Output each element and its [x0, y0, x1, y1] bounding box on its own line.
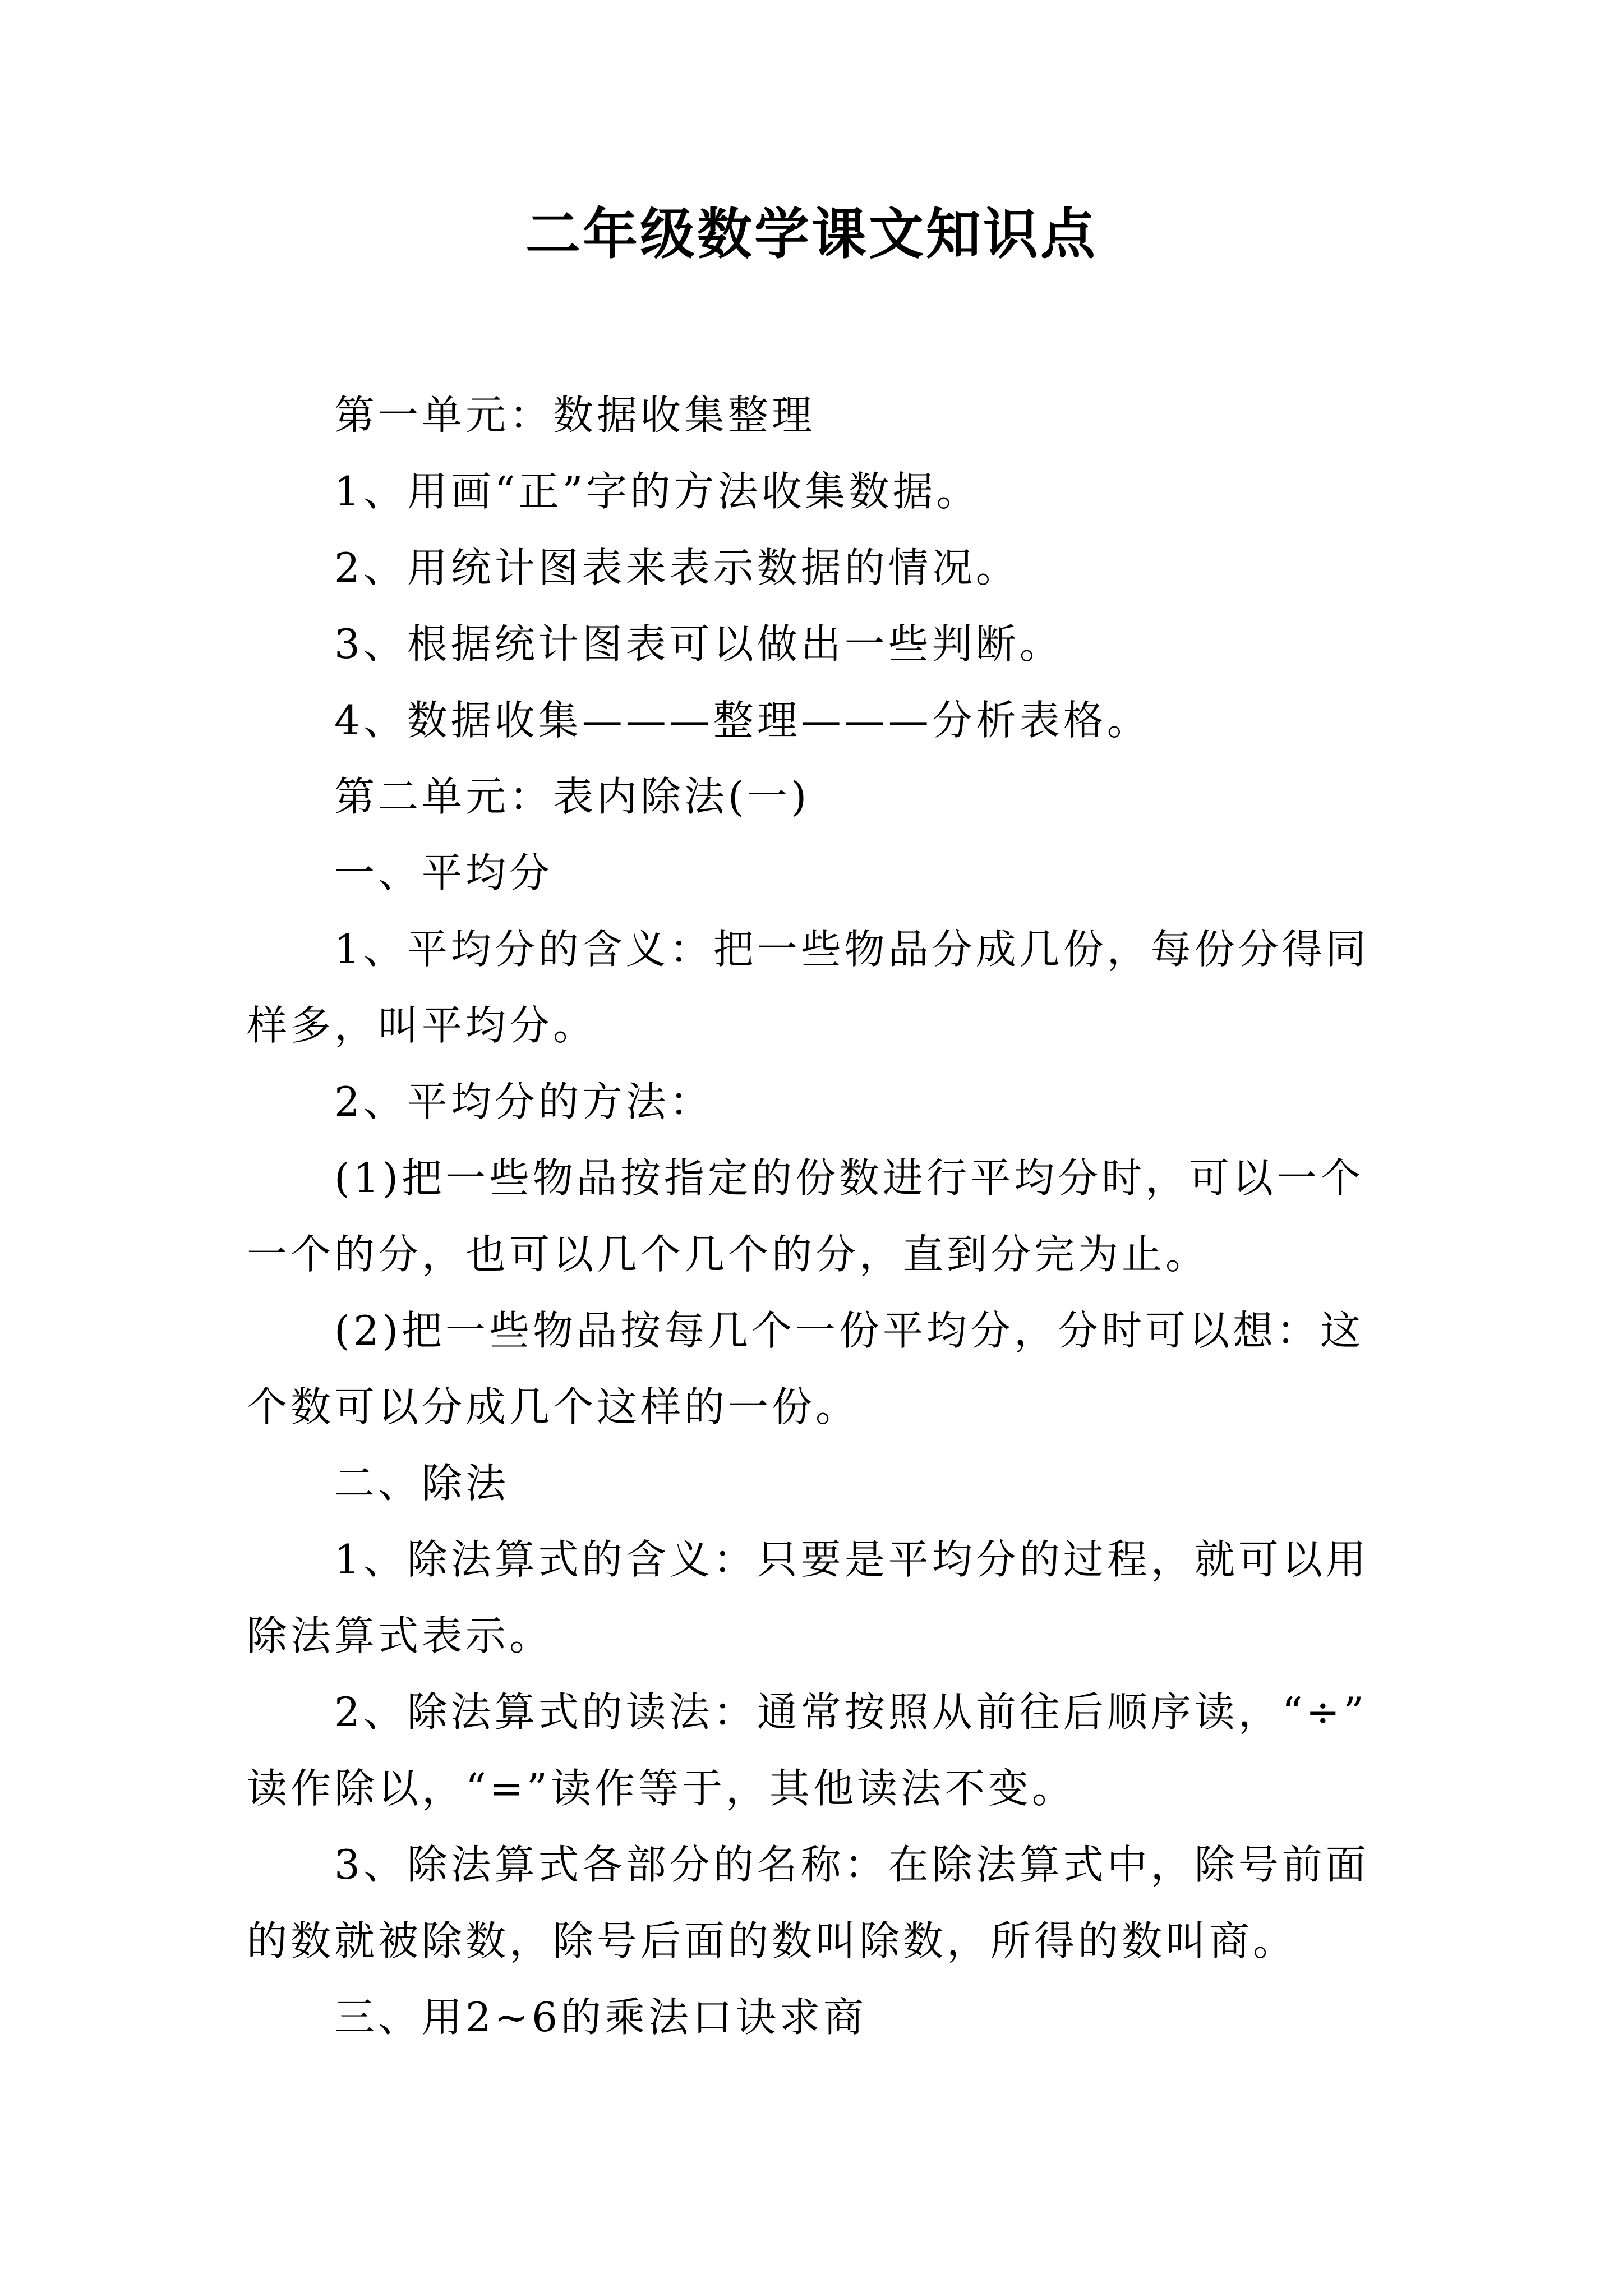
- paragraph-line: 第一单元：数据收集整理: [334, 392, 816, 439]
- paragraph-line: (1)把一些物品按指定的份数进行平均分时，可以一个: [334, 1154, 1364, 1202]
- paragraph-line: 1、除法算式的含义：只要是平均分的过程，就可以用: [334, 1536, 1370, 1583]
- paragraph-line: 3、根据统计图表可以做出一些判断。: [334, 620, 1063, 668]
- paragraph-line: 三、用2~6的乘法口诀求商: [334, 1994, 867, 2041]
- paragraph-line: 1、平均分的含义：把一些物品分成几份，每份分得同: [334, 926, 1370, 973]
- paragraph-line: 个数可以分成几个这样的一份。: [247, 1383, 860, 1430]
- paragraph-line: 的数就被除数，除号后面的数叫除数，所得的数叫商。: [247, 1917, 1297, 1964]
- paragraph-line: 二、除法: [334, 1460, 510, 1507]
- paragraph-line: 4、数据收集———整理———分析表格。: [334, 697, 1151, 744]
- paragraph-line: 一个的分，也可以几个几个的分，直到分完为止。: [247, 1231, 1210, 1278]
- paragraph-line: 除法算式表示。: [247, 1612, 554, 1659]
- paragraph-line: 第二单元：表内除法(一): [334, 773, 810, 820]
- paragraph-line: 一、平均分: [334, 849, 554, 896]
- paragraph-line: 2、平均分的方法：: [334, 1078, 713, 1125]
- paragraph-line: 2、用统计图表来表示数据的情况。: [334, 544, 1020, 591]
- paragraph-line: 样多，叫平均分。: [247, 1002, 597, 1049]
- paragraph-line: (2)把一些物品按每几个一份平均分，分时可以想：这: [334, 1307, 1364, 1354]
- document-title: 二年级数学课文知识点: [525, 203, 1098, 266]
- paragraph-line: 3、除法算式各部分的名称：在除法算式中，除号前面: [334, 1841, 1370, 1888]
- paragraph-line: 读作除以，“=”读作等于，其他读法不变。: [247, 1765, 1076, 1812]
- paragraph-line: 1、用画“正”字的方法收集数据。: [334, 468, 980, 515]
- document-body: [247, 377, 1385, 2055]
- paragraph-line: 2、除法算式的读法：通常按照从前往后顺序读，“÷”: [334, 1688, 1367, 1736]
